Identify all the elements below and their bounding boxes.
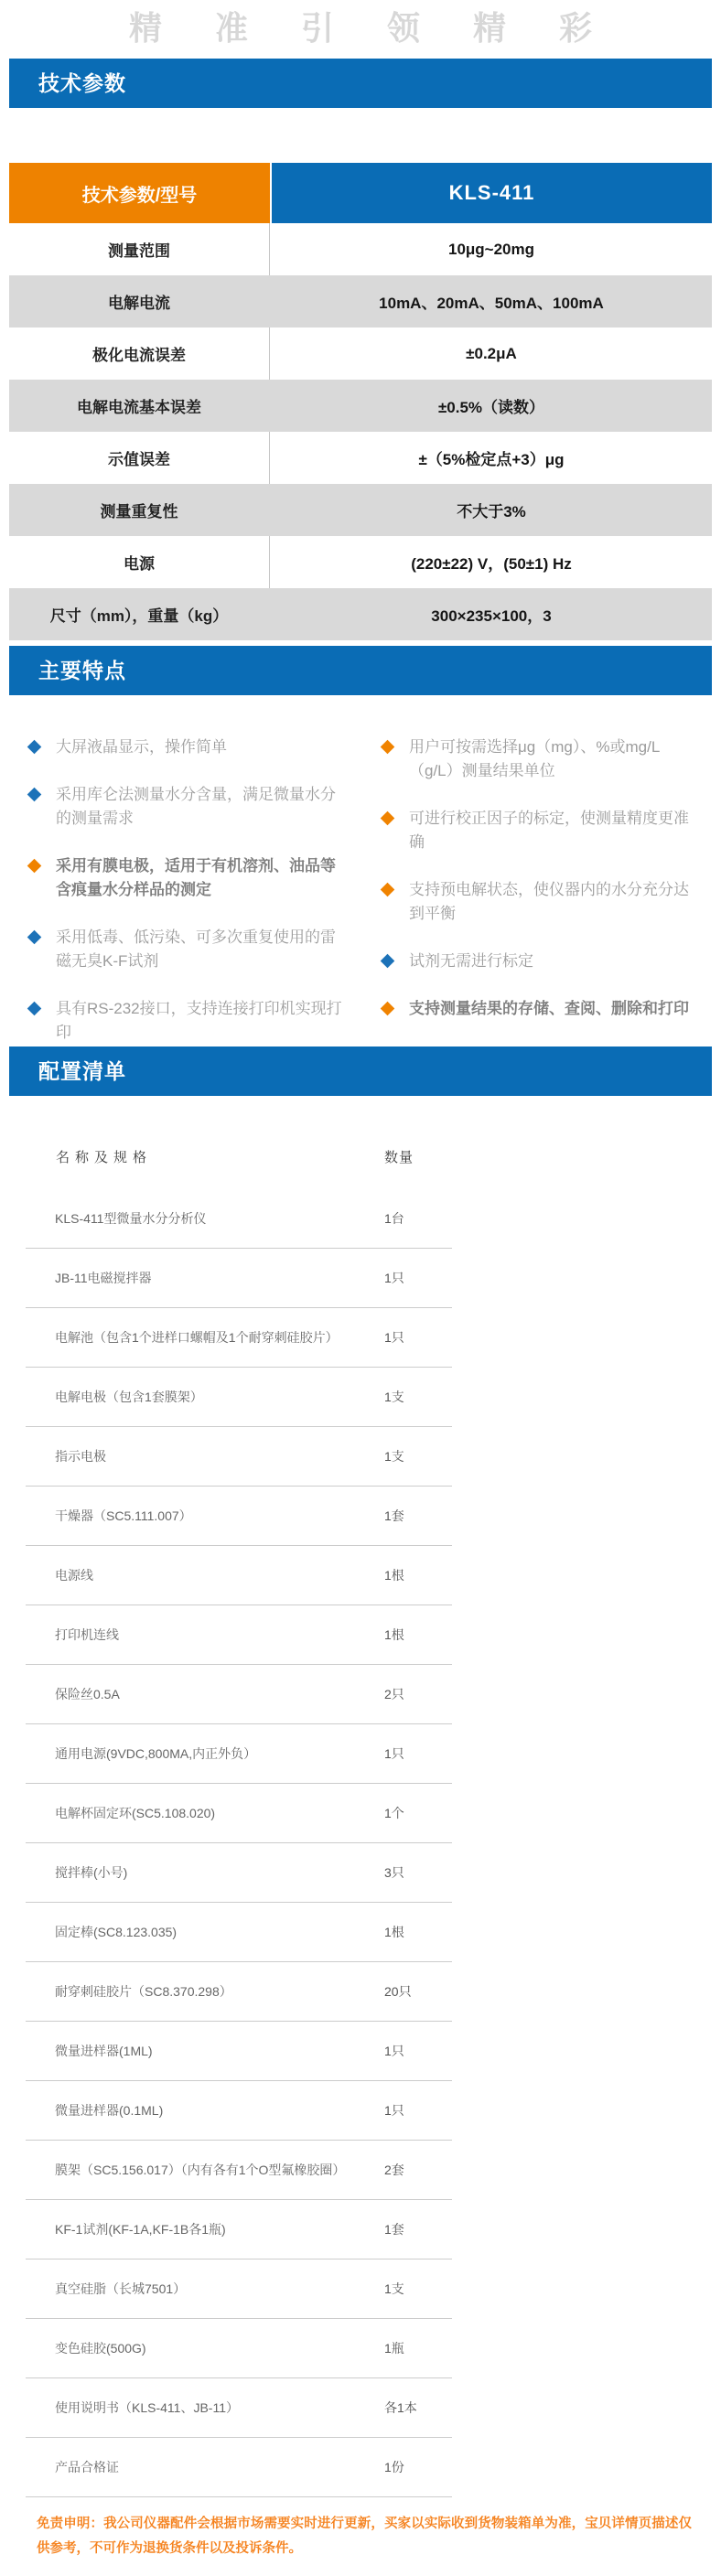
config-list-item — [26, 2378, 452, 2438]
config-item-qty: 1支 — [384, 1390, 404, 1404]
feature-item — [27, 997, 350, 1045]
config-list-item — [26, 1308, 452, 1368]
spec-value: ±（5%检定点+3）μg — [418, 451, 565, 468]
spec-value: ±0.5%（读数） — [437, 399, 545, 416]
feature-text: 具有RS-232接口，支持连接打印机实现打印 — [56, 1000, 342, 1041]
config-item-qty: 1套 — [384, 2222, 404, 2237]
config-list-item — [26, 1962, 452, 2022]
config-qty-column-header: 数量 — [384, 1150, 414, 1165]
spec-label: 电解电流 — [108, 295, 170, 312]
spec-label: 尺寸（mm），重量（kg） — [49, 607, 229, 625]
spec-value: 300×235×100，3 — [431, 607, 552, 625]
config-item-name: 电解杯固定环(SC5.108.020) — [55, 1806, 216, 1820]
config-item-name: 耐穿刺硅胶片（SC8.370.298） — [55, 1984, 232, 1999]
spec-row — [9, 432, 712, 484]
spec-table — [9, 163, 712, 640]
feature-text: 试剂无需进行标定 — [409, 952, 533, 970]
spec-value: 不大于3% — [457, 503, 526, 521]
config-item-qty: 1只 — [384, 1746, 404, 1761]
config-list-item — [26, 1546, 452, 1605]
spec-label: 测量范围 — [9, 223, 270, 275]
spec-label: 电解电流基本误差 — [77, 399, 201, 416]
config-item-qty: 20只 — [384, 1984, 412, 1999]
feature-text: 可进行校正因子的标定，使测量精度更准确 — [409, 810, 689, 851]
spec-header-model: KLS-411 — [272, 163, 712, 223]
config-list-item — [26, 1605, 452, 1665]
spec-value: (220±22) V，(50±1) Hz — [411, 555, 572, 573]
config-item-name: 指示电极 — [55, 1449, 106, 1464]
config-item-qty: 1根 — [384, 1627, 404, 1642]
feature-item — [27, 735, 350, 759]
spec-label: 测量重复性 — [100, 503, 178, 521]
diamond-bullet-icon — [27, 788, 42, 802]
spec-table-body — [9, 223, 712, 640]
config-list-item — [26, 1487, 452, 1546]
config-list-item — [26, 2438, 452, 2497]
config-item-name: 通用电源(9VDC,800MA,内正外负） — [55, 1746, 257, 1761]
config-item-qty: 1套 — [384, 1508, 404, 1523]
config-list-item — [26, 1724, 452, 1784]
config-list-item — [26, 1903, 452, 1962]
config-list-item — [26, 1843, 452, 1903]
config-item-name: 微量进样器(1ML) — [55, 2044, 153, 2058]
config-list-header — [26, 1147, 712, 1167]
section-title-features: 主要特点 — [38, 659, 126, 682]
config-list-item — [26, 1784, 452, 1843]
config-item-name: 电源线 — [55, 1568, 93, 1583]
config-item-name: 电解电极（包含1套膜架） — [55, 1390, 203, 1404]
config-list-item — [26, 2259, 452, 2319]
config-name-column-header: 名称及规格 — [56, 1150, 153, 1165]
config-list-item — [26, 2141, 452, 2200]
config-list-item — [26, 1665, 452, 1724]
feature-item — [27, 783, 350, 831]
feature-item — [381, 735, 703, 783]
config-list — [26, 1189, 452, 2497]
diamond-bullet-icon — [27, 740, 42, 755]
spec-label: 电源 — [9, 536, 270, 588]
config-item-name: 真空硅脂（长城7501） — [55, 2281, 187, 2296]
diamond-bullet-icon — [381, 1002, 395, 1016]
features-column-left — [27, 735, 350, 1045]
config-list-item — [26, 2022, 452, 2081]
config-item-name: 变色硅胶(500G) — [55, 2341, 146, 2356]
spec-row — [9, 327, 712, 380]
config-item-qty: 1份 — [384, 2460, 404, 2474]
spec-row — [9, 536, 712, 588]
diamond-bullet-icon — [27, 930, 42, 945]
feature-text: 用户可按需选择μg（mg）、%或mg/L（g/L）测量结果单位 — [409, 738, 661, 779]
feature-text: 大屏液晶显示，操作简单 — [56, 738, 227, 756]
section-header-config — [9, 1046, 712, 1096]
spec-header-param-label: 技术参数/型号 — [9, 163, 270, 223]
spec-value: 10mA、20mA、50mA、100mA — [379, 295, 604, 312]
config-list-item — [26, 1249, 452, 1308]
config-item-qty: 1只 — [384, 2103, 404, 2118]
config-item-qty: 1只 — [384, 1330, 404, 1345]
diamond-bullet-icon — [381, 811, 395, 826]
diamond-bullet-icon — [381, 883, 395, 897]
features-column-right — [381, 735, 703, 1045]
feature-text: 采用有膜电极，适用于有机溶剂、油品等含痕量水分样品的测定 — [56, 857, 336, 898]
config-item-qty: 1台 — [384, 1211, 404, 1226]
disclaimer-text: 免责申明：我公司仪器配件会根据市场需要实时进行更新，买家以实际收到货物装箱单为准，宝贝详情页描述仅供参考，不可作为退换货条件以及投诉条件。 — [37, 2517, 692, 2556]
config-item-name: JB-11电磁搅拌器 — [55, 1271, 152, 1285]
config-item-qty: 1根 — [384, 1925, 404, 1939]
config-item-qty: 1支 — [384, 2281, 404, 2296]
config-item-name: 固定棒(SC8.123.035) — [55, 1925, 178, 1939]
config-item-name: 搅拌棒(小号) — [55, 1865, 128, 1880]
feature-text: 采用库仑法测量水分含量，满足微量水分的测量需求 — [56, 786, 336, 827]
feature-item — [381, 950, 703, 973]
config-item-name: 打印机连线 — [55, 1627, 119, 1642]
spec-table-header-row — [9, 163, 712, 223]
config-item-qty: 1只 — [384, 2044, 404, 2058]
diamond-bullet-icon — [381, 740, 395, 755]
config-item-qty: 3只 — [384, 1865, 404, 1880]
feature-text: 支持预电解状态，使仪器内的水分充分达到平衡 — [409, 881, 689, 922]
config-item-qty: 1支 — [384, 1449, 404, 1464]
config-item-name: 干燥器（SC5.111.007） — [55, 1508, 192, 1523]
config-list-item — [26, 1368, 452, 1427]
config-item-name: KLS-411型微量水分分析仪 — [55, 1211, 207, 1226]
config-item-qty: 各1本 — [384, 2400, 417, 2415]
config-item-name: 电解池（包含1个进样口螺帽及1个耐穿刺硅胶片） — [55, 1330, 339, 1345]
config-item-qty: 1只 — [384, 1271, 404, 1285]
config-item-qty: 1个 — [384, 1806, 404, 1820]
diamond-bullet-icon — [381, 954, 395, 969]
feature-item — [381, 997, 703, 1021]
spec-row — [9, 588, 712, 640]
config-item-name: 产品合格证 — [55, 2460, 119, 2474]
diamond-bullet-icon — [27, 859, 42, 874]
spec-value: 10μg~20mg — [447, 240, 535, 258]
config-item-qty: 1根 — [384, 1568, 404, 1583]
spec-row — [9, 275, 712, 327]
feature-text: 采用低毒、低污染、可多次重复使用的雷磁无臭K-F试剂 — [56, 928, 336, 970]
config-item-name: 膜架（SC5.156.017）（内有各有1个O型氟橡胶圈） — [55, 2163, 346, 2177]
feature-item — [27, 854, 350, 902]
config-item-name: 使用说明书（KLS-411、JB-11） — [55, 2400, 239, 2415]
config-list-item — [26, 2319, 452, 2378]
section-title-config: 配置清单 — [38, 1059, 126, 1083]
feature-item — [381, 807, 703, 854]
config-item-qty: 2套 — [384, 2163, 404, 2177]
feature-text: 支持测量结果的存储、查阅、删除和打印 — [409, 1000, 689, 1017]
config-list-item — [26, 1189, 452, 1249]
spec-label: 示值误差 — [9, 432, 270, 484]
features-area — [27, 735, 703, 1045]
config-item-qty: 1瓶 — [384, 2341, 404, 2356]
config-list-item — [26, 2200, 452, 2259]
spec-value: ±0.2μA — [466, 344, 517, 362]
config-list-item — [26, 1427, 452, 1487]
feature-item — [27, 926, 350, 973]
config-item-name: 保险丝0.5A — [55, 1687, 120, 1701]
config-item-name: KF-1试剂(KF-1A,KF-1B各1瓶) — [55, 2222, 226, 2237]
config-list-item — [26, 2081, 452, 2141]
config-item-name: 微量进样器(0.1ML) — [55, 2103, 164, 2118]
diamond-bullet-icon — [27, 1002, 42, 1016]
spec-row — [9, 223, 712, 275]
feature-item — [381, 878, 703, 926]
spec-row — [9, 380, 712, 432]
section-title-tech-params: 技术参数 — [38, 71, 126, 95]
spec-label: 极化电流误差 — [9, 327, 270, 380]
section-header-tech-params — [9, 59, 712, 108]
config-item-qty: 2只 — [384, 1687, 404, 1701]
spec-row — [9, 484, 712, 536]
watermark-slogan: 精准引领精彩 — [128, 9, 645, 47]
section-header-features — [9, 646, 712, 695]
